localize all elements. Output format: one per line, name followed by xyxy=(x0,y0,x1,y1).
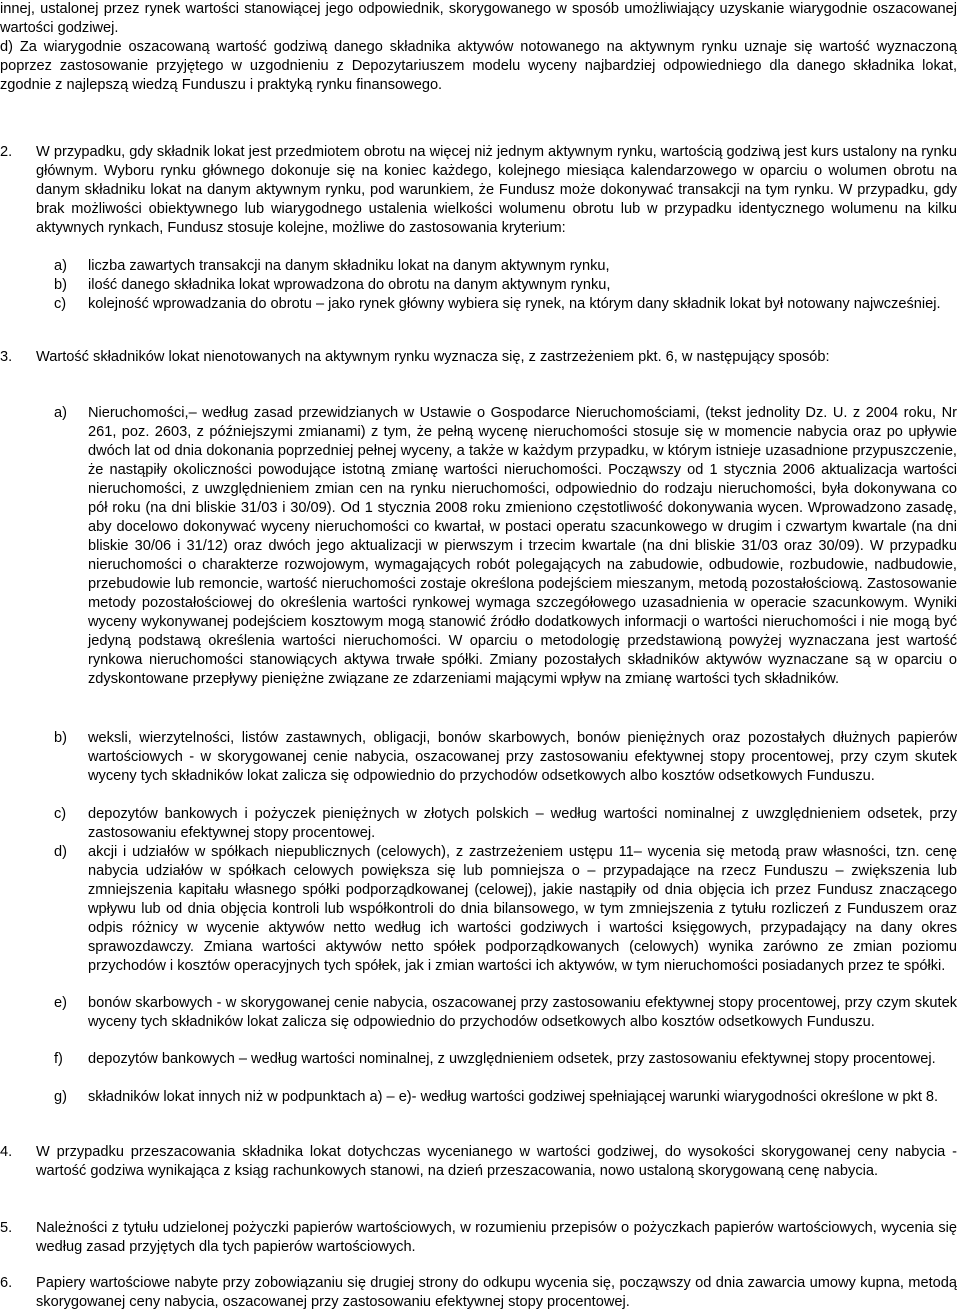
list-text: bonów skarbowych - w skorygowanej cenie nabycia, oszacowanej przy zastosowaniu efektywnej stopy procentowej, przy czym skutek wyceny tych składników lokat zalicza się odpowiednio do przychodów odsetkowych albo kosztów odsetkowych Funduszu. xyxy=(88,995,957,1030)
list-letter: b) xyxy=(54,277,67,293)
section-text: Wartość składników lokat nienotowanych na aktywnym rynku wyznacza się, z zastrzeżeniem pkt. 6, w następujący sposób: xyxy=(36,349,830,365)
list-letter: c) xyxy=(54,806,67,822)
list-letter: g) xyxy=(54,1089,67,1105)
section-text: Papiery wartościowe nabyte przy zobowiązaniu się drugiej strony do odkupu wycenia się, począwszy od dnia zawarcia umowy kupna, metodą skorygowanej ceny nabycia, oszacowanej przy zastosowaniu efektywnej stopy procentowej. xyxy=(36,1275,957,1310)
list-text: akcji i udziałów w spółkach niepublicznych (celowych), z zastrzeżeniem ustępu 11– wycenia się metodą praw własności, tzn. cenę nabycia udziałów w spółkach celowych powiększa się lub pomniejsza o – przypadające na rzecz Funduszu – zwiększenia lub zmniejszenia kapitału własnego spółki podporządkowanej (celowej), jakie nastąpiły od dnia objęcia ich przez Fundusz znaczącego wpływu lub od dnia objęcia kontroli lub współkontroli do dnia bilansowego, w tym zmniejszenia z tytułu rozliczeń z Funduszem oraz odpis różnicy w wycenie aktywów netto według ich wartości godziwych i wartości księgowych, przypadający na dany okres sprawozdawczy. Zmiana wartości aktywów netto spółek podporządkowanych (celowych) wynika zarówno ze zmian poziomu przychodów i kosztów operacyjnych tych spółek, jak i zmian wartości ich aktywów, w tym nieruchomości posiadanych przez te spółki. xyxy=(88,844,957,974)
section-text: W przypadku przeszacowania składnika lokat dotychczas wycenianego w wartości godziwej, do wysokości skorygowanej ceny nabycia - wartość godziwa wynikająca z ksiąg rachunkowych stanowi, na dzień przeszacowania, nowo ustaloną skorygowaną cenę nabycia. xyxy=(36,1144,957,1179)
list-letter: c) xyxy=(54,296,67,312)
list-text: kolejność wprowadzania do obrotu – jako rynek główny wybiera się rynek, na którym dany składnik lokat był notowany najwcześniej. xyxy=(88,296,941,312)
list-text: weksli, wierzytelności, listów zastawnych, obligacji, bonów skarbowych, bonów pieniężnych oraz pozostałych dłużnych papierów wartościowych - w skorygowanej cenie nabycia, oszacowanej przy zastosowaniu efektywnej stopy procentowej, przy czym skutek wyceny tych składników lokat zalicza się odpowiednio do przychodów odsetkowych albo kosztów odsetkowych Funduszu. xyxy=(88,730,957,784)
list-text: depozytów bankowych – według wartości nominalnej, z uwzględnieniem odsetek, przy zastosowaniu efektywnej stopy procentowej. xyxy=(88,1051,936,1067)
paragraph-continuation: innej, ustalonej przez rynek wartości stanowiącej jego odpowiednik, skorygowanego w sposób umożliwiający uzyskanie wiarygodnie oszacowanej wartości godziwej. xyxy=(0,1,957,36)
list-text: ilość danego składnika lokat wprowadzona do obrotu na danym aktywnym rynku, xyxy=(88,277,611,293)
list-letter: d) xyxy=(54,844,67,860)
list-letter: a) xyxy=(54,258,67,274)
list-text: liczba zawartych transakcji na danym składniku lokat na danym aktywnym rynku, xyxy=(88,258,610,274)
list-letter: e) xyxy=(54,995,67,1011)
list-text: Nieruchomości,– według zasad przewidzianych w Ustawie o Gospodarce Nieruchomościami, (tekst jednolity Dz. U. z 2004 roku, Nr 261, poz. 2603, z późniejszymi zmianami) z tym, że pełną wycenę nieruchomości stosuje się w momencie nabycia oraz po upływie dwóch lat od dnia dokonania poprzedniej pełnej wyceny, a także w każdym przypadku, w którym istnieje uzasadnione przypuszczenie, że nastąpiły okoliczności powodujące istotną zmianę wartości nieruchomości. Począwszy od 1 stycznia 2006 aktualizacja wartości nieruchomości, z uwzględnieniem zmian cen na rynku nieruchomości, odpowiednio do rodzaju nieruchomości, była dokonywana co pół roku (na dni bliskie 31/03 i 30/09). Od 1 stycznia 2008 roku zmieniono częstotliwość dokonywania wycen. Wprowadzono zasadę, aby docelowo dokonywać wyceny nieruchomości co kwartał, w postaci operatu szacunkowego w drugim i czwartym kwartale (na dni bliskie 30/06 i 31/12) oraz dwóch jego aktualizacji w pierwszym i trzecim kwartale (na dni bliskie 31/03 oraz 30/09). W przypadku nieruchomości o charakterze rozwojowym, wymagających robót polegających na zabudowie, odbudowie, rozbudowie, nadbudowie, przebudowie lub remoncie, wartość nieruchomości zostaje określona podejściem mieszanym, metodą pozostałościową. Zastosowanie metody pozostałościowej do określenia wartości rynkowej wymaga szczegółowego uzasadnienia w operacie szacunkowym. Wyniki wyceny wykonywanej podejściem kosztowym mogą stanowić źródło dodatkowych informacji o wartości nieruchomości i nie mogą być jedyną podstawą określenia wartości nieruchomości. W oparciu o metodologię przedstawioną powyżej wyznaczana jest wartość rynkowa nieruchomości stanowiących aktywa trwałe spółki. Zmiany pozostałych składników aktywów wyznaczane są w oparciu o zdyskontowane przepływy pieniężne związane ze zdarzeniami mającymi wpływ na zmianę wartości tych składników. xyxy=(88,405,957,687)
section-number: 5. xyxy=(0,1220,13,1236)
section-number: 3. xyxy=(0,349,13,365)
list-letter: a) xyxy=(54,405,67,421)
paragraph-d: d) Za wiarygodnie oszacowaną wartość godziwą danego składnika aktywów notowanego na aktywnym rynku uznaje się wartość wyznaczoną poprzez zastosowanie przyjętego w uzgodnieniu z Depozytariuszem modelu wyceny najbardziej odpowiedniego dla danego składnika lokat, zgodnie z najlepszą wiedzą Funduszu i praktyką rynku finansowego. xyxy=(0,39,957,93)
section-number: 2. xyxy=(0,144,13,160)
list-text: składników lokat innych niż w podpunktach a) – e)- według wartości godziwej spełniającej warunki wiarygodności określone w pkt 8. xyxy=(88,1089,939,1105)
section-number: 4. xyxy=(0,1144,13,1160)
list-letter: b) xyxy=(54,730,67,746)
section-text: W przypadku, gdy składnik lokat jest przedmiotem obrotu na więcej niż jednym aktywnym rynku, wartością godziwą jest kurs ustalony na rynku głównym. Wyboru rynku głównego dokonuje się na koniec każdego, kolejnego miesiąca kalendarzowego w oparciu o wolumen obrotu na danym składniku lokat na danym aktywnym rynku, pod warunkiem, że Fundusz może dokonywać transakcji na tym rynku. W przypadku, gdy brak możliwości obiektywnego lub wiarygodnego ustalenia wielkości wolumenu obrotu lub w przypadku identycznego wolumenu na kilku aktywnych rynkach, Fundusz stosuje kolejne, możliwe do zastosowania kryterium: xyxy=(36,144,957,236)
section-text: Należności z tytułu udzielonej pożyczki papierów wartościowych, w rozumieniu przepisów o pożyczkach papierów wartościowych, wycenia się według zasad przyjętych dla tych papierów wartościowych. xyxy=(36,1220,957,1255)
list-text: depozytów bankowych i pożyczek pieniężnych w złotych polskich – według wartości nominalnej z uwzględnieniem odsetek, przy zastosowaniu efektywnej stopy procentowej. xyxy=(88,806,957,841)
section-number: 6. xyxy=(0,1275,13,1291)
list-letter: f) xyxy=(54,1051,63,1067)
